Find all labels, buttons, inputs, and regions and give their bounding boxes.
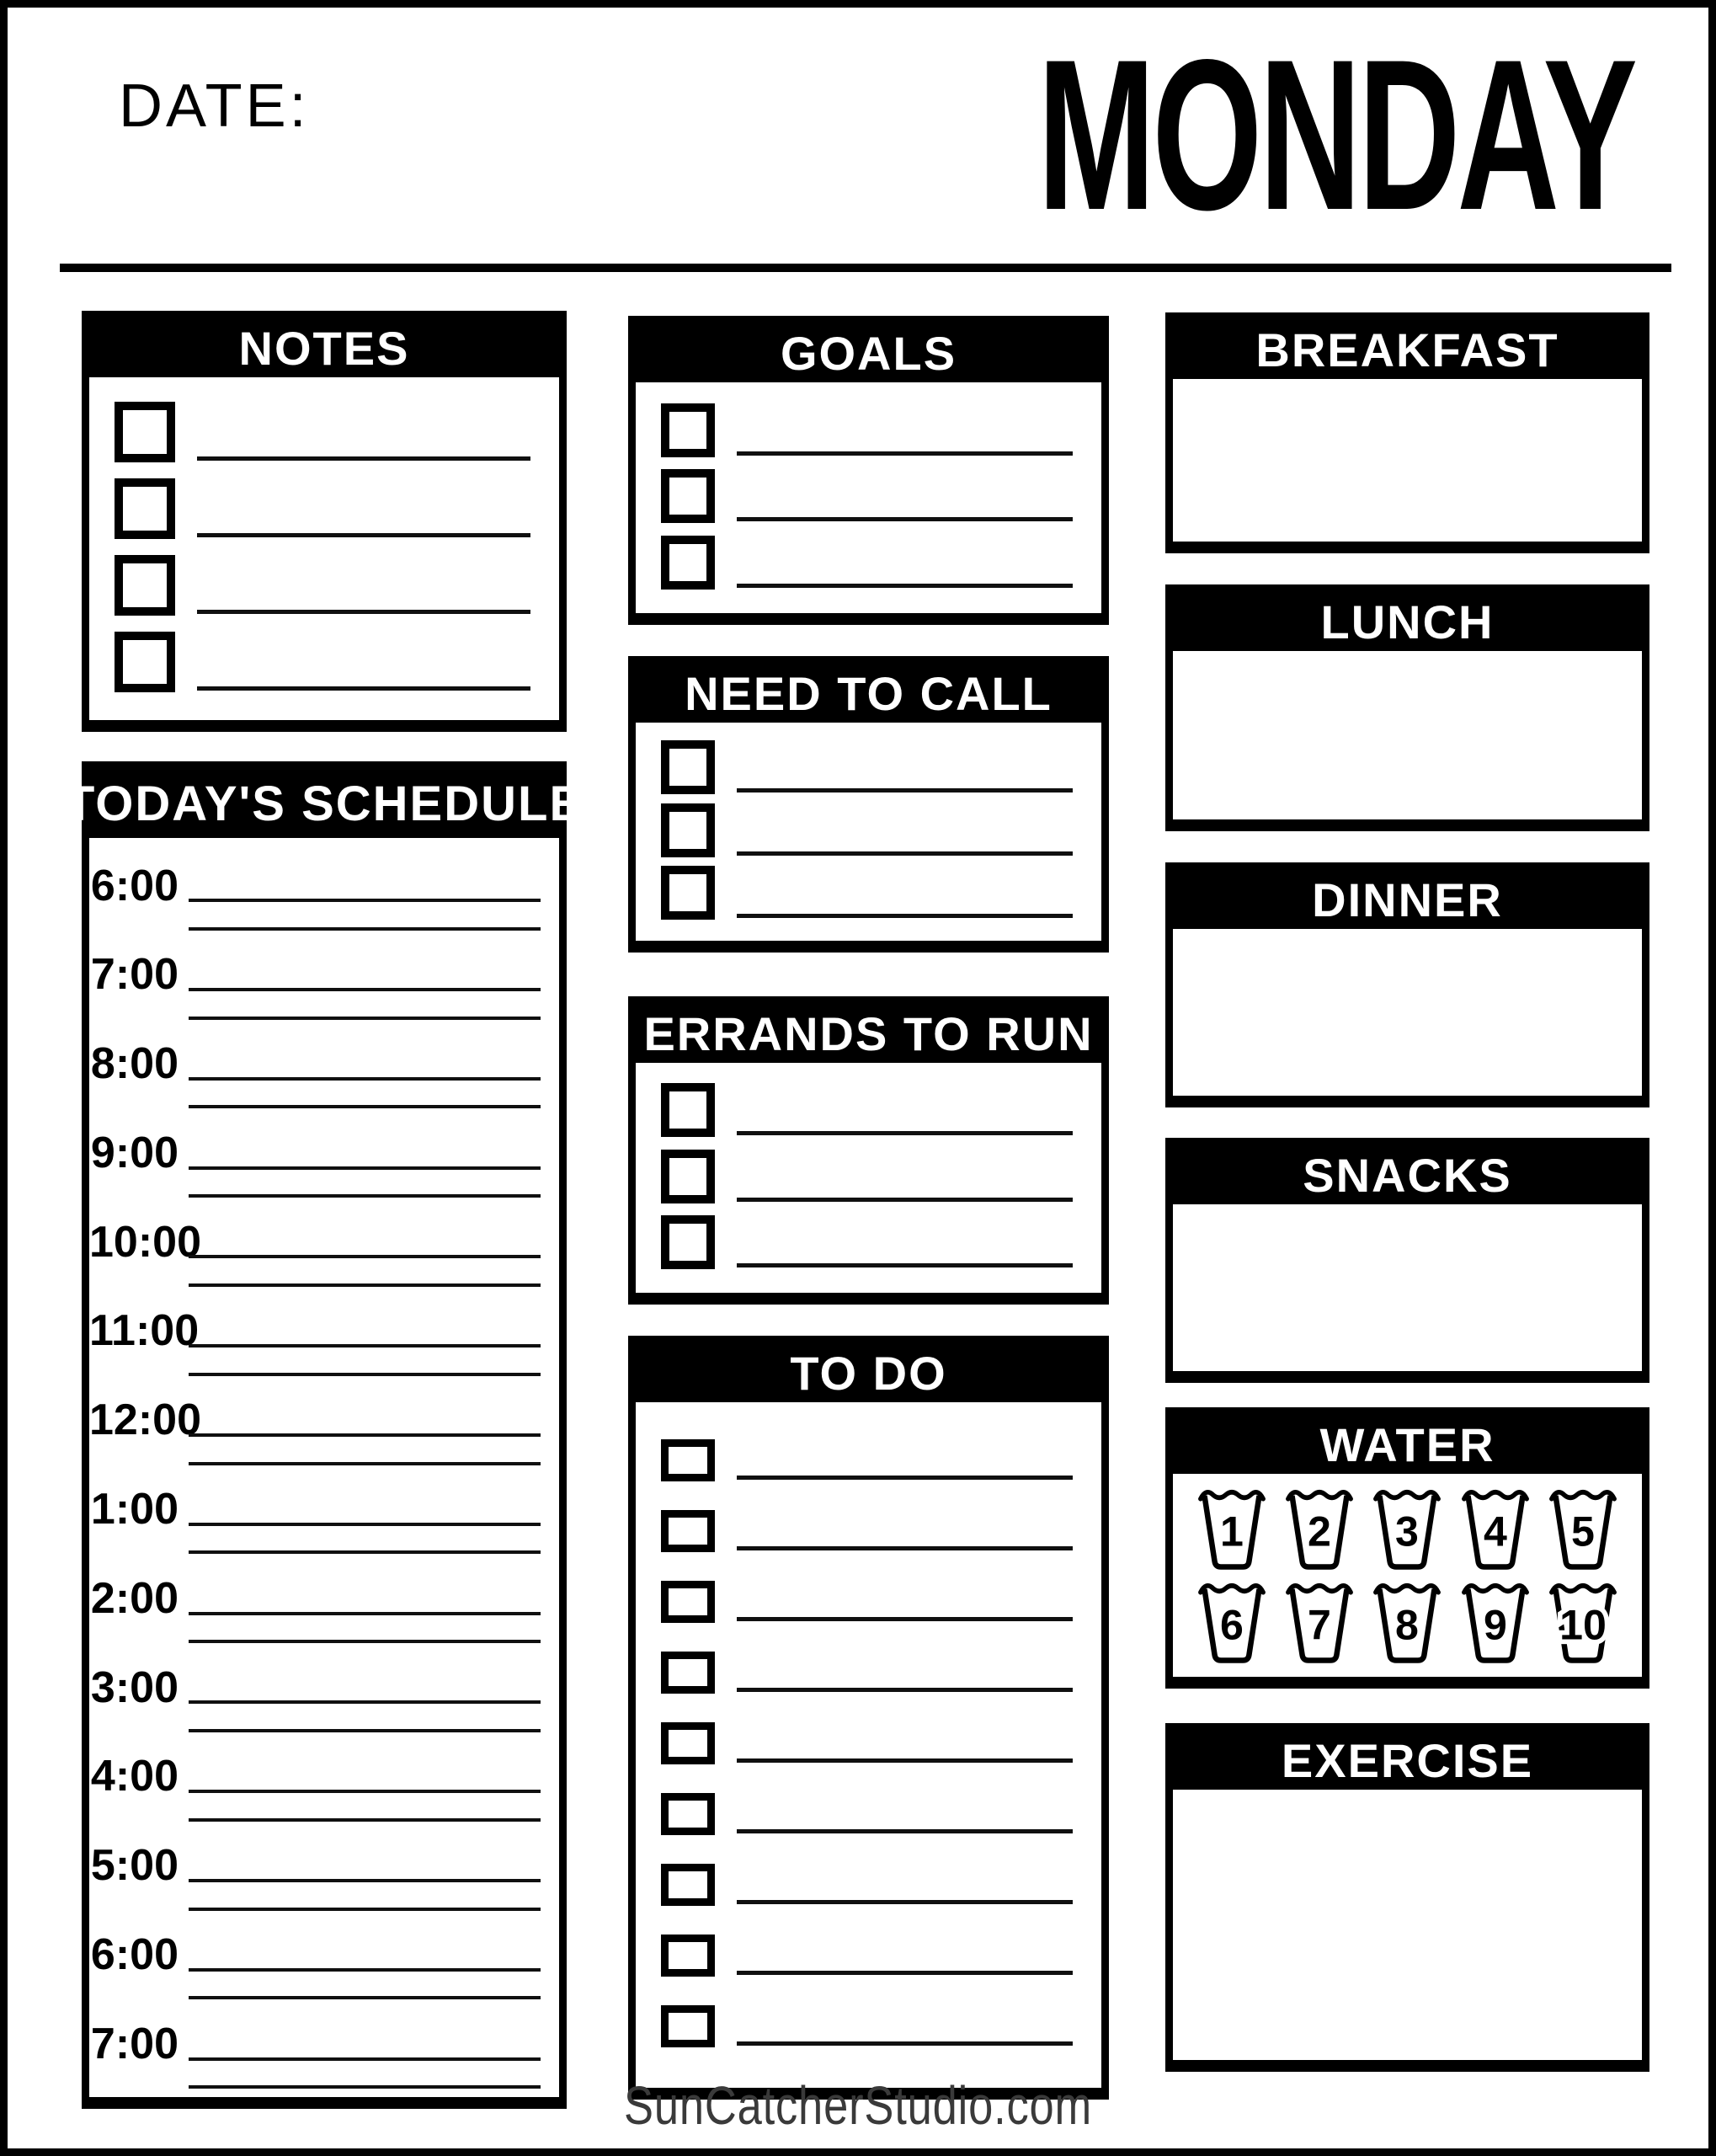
snacks-section [1165,1138,1649,1383]
errand-checkbox[interactable] [661,1083,715,1137]
water-cup-number: 1 [1220,1508,1244,1556]
errand-write-line[interactable] [737,1131,1073,1135]
todo-section [628,1336,1109,2100]
errand-row [636,1083,1101,1137]
schedule-hour-row [89,1287,559,1356]
header-divider [60,264,1671,272]
schedule-time-label: 5:00 [90,1841,179,1891]
schedule-hour-row [89,1198,559,1267]
schedule-half-hour-row [89,1081,559,1109]
water-cup-icon [1546,1578,1620,1666]
schedule-hour-row [89,1020,559,1089]
note-row [89,555,559,616]
schedule-time-label: 7:00 [90,950,179,1000]
todo-row [636,1793,1101,1835]
errand-write-line[interactable] [737,1263,1073,1267]
goals-section [628,316,1109,625]
todo-row [636,1439,1101,1481]
water-cup[interactable] [1188,1485,1276,1572]
water-cup-number: 2 [1308,1508,1332,1556]
schedule-half-hour-row [89,1615,559,1644]
breakfast-section [1165,312,1649,553]
goal-write-line[interactable] [737,517,1073,521]
need-to-call-list [636,723,1101,941]
schedule-time-label: 1:00 [90,1485,179,1534]
todo-checkbox[interactable] [661,1864,715,1906]
water-cup-number: 8 [1395,1601,1420,1649]
goal-row [636,403,1101,457]
schedule-hour-row [89,1822,559,1891]
call-checkbox[interactable] [661,866,715,920]
todo-header: TO DO [636,1343,1101,1402]
note-checkbox[interactable] [115,632,175,692]
todo-write-line[interactable] [737,1476,1073,1480]
schedule-half-hour-row [89,1258,559,1287]
water-cup[interactable] [1363,1485,1451,1572]
call-checkbox[interactable] [661,803,715,857]
schedule-half-hour-row [89,1972,559,2000]
errand-row [636,1150,1101,1203]
goal-write-line[interactable] [737,584,1073,588]
water-section [1165,1407,1649,1689]
water-cup[interactable] [1539,1578,1627,1666]
water-cup-number: 9 [1483,1601,1507,1649]
dinner-write-area[interactable] [1173,929,1642,1096]
schedule-hour-row [89,931,559,1000]
todo-checkbox[interactable] [661,1510,715,1552]
water-cup-number: 4 [1483,1508,1507,1556]
note-checkbox[interactable] [115,402,175,462]
water-cup[interactable] [1188,1578,1276,1666]
todo-write-line[interactable] [737,1829,1073,1833]
schedule-time-label: 7:00 [90,2019,179,2068]
errand-row [636,1215,1101,1269]
breakfast-header: BREAKFAST [1173,320,1642,379]
note-row [89,402,559,462]
call-write-line[interactable] [737,851,1073,856]
note-checkbox[interactable] [115,555,175,616]
errands-list [636,1063,1101,1293]
goal-checkbox[interactable] [661,469,715,523]
schedule-time-label: 6:00 [90,1930,179,1980]
schedule-half-hour-row [89,1882,559,1911]
water-header: WATER [1173,1415,1642,1474]
water-cup[interactable] [1363,1578,1451,1666]
todo-checkbox[interactable] [661,2005,715,2047]
water-cup-icon [1282,1485,1356,1572]
errand-write-line[interactable] [737,1198,1073,1202]
errands-section [628,996,1109,1305]
schedule-time-label: 8:00 [90,1039,179,1089]
schedule-hour-row [89,841,559,910]
footer [8,2074,1708,2137]
water-cup-icon [1546,1485,1620,1572]
schedule-hour-row [89,1376,559,1445]
todo-row [636,1652,1101,1694]
notes-header: NOTES [89,318,559,377]
water-cup-icon [1458,1485,1532,1572]
goal-row [636,469,1101,523]
schedule-half-hour-row [89,1793,559,1822]
water-tracker [1173,1474,1642,1677]
footer-credit: SunCatcherStudio.com [623,2075,1093,2136]
schedule-time-label: 9:00 [90,1128,179,1177]
todo-list [636,1402,1101,2088]
todo-write-line[interactable] [737,1758,1073,1763]
date-label: DATE: [119,72,310,140]
call-row [636,740,1101,794]
errand-checkbox[interactable] [661,1150,715,1203]
schedule-hour-row [89,1108,559,1177]
note-write-line[interactable] [197,686,530,691]
schedule-time-label: 4:00 [90,1752,179,1801]
water-cup-icon [1195,1578,1269,1666]
water-cup-number: 3 [1395,1508,1420,1556]
note-row [89,478,559,539]
water-cup-icon [1282,1578,1356,1666]
todo-row [636,1864,1101,1906]
schedule-list [89,838,559,2097]
schedule-time-label: 6:00 [90,861,179,910]
water-cup-icon [1458,1578,1532,1666]
todo-write-line[interactable] [737,1971,1073,1975]
schedule-time-label: 3:00 [90,1662,179,1712]
call-row [636,803,1101,857]
note-write-line[interactable] [197,456,530,461]
need-to-call-section [628,656,1109,953]
schedule-half-hour-row [89,1437,559,1465]
lunch-write-area[interactable] [1173,651,1642,819]
schedule-header: TODAY'S SCHEDULE [89,769,559,838]
note-write-line[interactable] [197,610,530,614]
water-cup-icon [1195,1485,1269,1572]
water-cup-icon [1370,1578,1444,1666]
notes-section [82,311,567,732]
todo-checkbox[interactable] [661,1935,715,1977]
goal-write-line[interactable] [737,451,1073,456]
schedule-half-hour-row [89,1526,559,1555]
schedule-hour-row [89,1999,559,2068]
dinner-header: DINNER [1173,870,1642,929]
todo-write-line[interactable] [737,1617,1073,1621]
water-cup[interactable] [1452,1485,1539,1572]
goals-header: GOALS [636,323,1101,382]
goal-row [636,536,1101,590]
water-cup[interactable] [1539,1485,1627,1572]
water-cup[interactable] [1452,1578,1539,1666]
goal-checkbox[interactable] [661,536,715,590]
todo-write-line[interactable] [737,1688,1073,1692]
todo-write-line[interactable] [737,2041,1073,2046]
water-cup-number: 7 [1308,1601,1332,1649]
todo-row [636,2005,1101,2047]
call-write-line[interactable] [737,914,1073,918]
todo-row [636,1581,1101,1623]
todo-checkbox[interactable] [661,1793,715,1835]
water-cup[interactable] [1276,1485,1363,1572]
schedule-half-hour-row [89,1170,559,1198]
need-to-call-header: NEED TO CALL [636,664,1101,723]
snacks-write-area[interactable] [1173,1204,1642,1371]
schedule-hour-row [89,1465,559,1534]
call-write-line[interactable] [737,788,1073,792]
errand-checkbox[interactable] [661,1215,715,1269]
notes-list [89,377,559,720]
exercise-header: EXERCISE [1173,1731,1642,1790]
dinner-section [1165,862,1649,1107]
schedule-time-label: 12:00 [89,1396,201,1445]
todo-row [636,1935,1101,1977]
schedule-section [64,761,584,2109]
schedule-hour-row [89,1554,559,1623]
schedule-half-hour-row [89,991,559,1020]
todo-checkbox[interactable] [661,1581,715,1623]
goal-checkbox[interactable] [661,403,715,457]
schedule-hour-row [89,1911,559,1980]
todo-checkbox[interactable] [661,1722,715,1764]
water-cup-number: 10 [1559,1601,1607,1649]
errands-header: ERRANDS TO RUN [636,1004,1101,1063]
breakfast-write-area[interactable] [1173,379,1642,542]
note-checkbox[interactable] [115,478,175,539]
lunch-section [1165,584,1649,831]
todo-write-line[interactable] [737,1546,1073,1550]
schedule-half-hour-row [89,1348,559,1376]
todo-checkbox[interactable] [661,1439,715,1481]
schedule-time-label: 10:00 [89,1217,201,1267]
schedule-hour-row [89,1732,559,1801]
water-cup-number: 6 [1220,1601,1244,1649]
todo-row [636,1510,1101,1552]
lunch-header: LUNCH [1173,592,1642,651]
exercise-section [1165,1723,1649,2072]
water-cup-number: 5 [1570,1508,1595,1556]
schedule-hour-row [89,1643,559,1712]
snacks-header: SNACKS [1173,1145,1642,1204]
schedule-half-hour-row [89,902,559,931]
water-cup[interactable] [1276,1578,1363,1666]
day-title: MONDAY [1037,15,1634,255]
schedule-half-hour-row [89,1704,559,1732]
todo-checkbox[interactable] [661,1652,715,1694]
goals-list [636,382,1101,613]
call-checkbox[interactable] [661,740,715,794]
exercise-write-area[interactable] [1173,1790,1642,2060]
note-row [89,632,559,692]
todo-row [636,1722,1101,1764]
note-write-line[interactable] [197,533,530,537]
water-cup-icon [1370,1485,1444,1572]
todo-write-line[interactable] [737,1900,1073,1904]
schedule-time-label: 11:00 [89,1306,200,1356]
call-row [636,866,1101,920]
schedule-time-label: 2:00 [90,1573,179,1623]
